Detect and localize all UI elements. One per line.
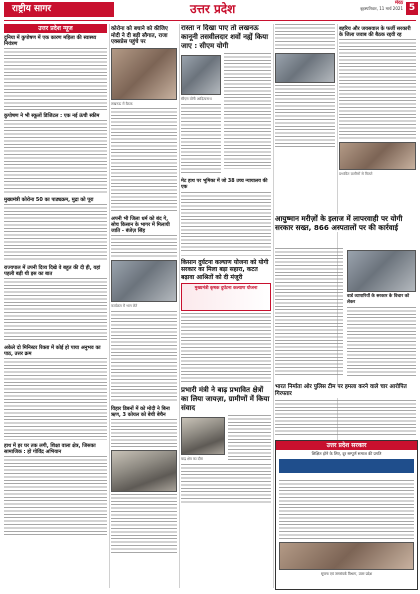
story-body — [228, 415, 271, 461]
photo-caption: प्रभावित ग्रामीणों से मिलते — [339, 172, 373, 176]
story-headline: हाथ में हर घर तक लगी, शिक्षा वाला क्षेत्र, जिसका सामाजिक : हो गोविंद्र अभियान — [4, 443, 96, 455]
story-body — [275, 24, 335, 50]
story-body — [111, 494, 177, 554]
masthead-rule — [4, 20, 416, 21]
news-photo — [111, 450, 177, 492]
story-body-block — [275, 400, 416, 438]
section-title: उत्तर प्रदेश — [190, 2, 236, 16]
news-photo — [339, 142, 416, 170]
story-headline: वार्ड व्यापारियों के सरकार के विचार को लेकर — [347, 294, 410, 305]
dateline — [360, 1, 403, 11]
story-headline: भारत निर्माता ओर पुलिस टीम पर हमला करने वाले चार आरोपित गिरफ्तार — [275, 384, 416, 398]
story-divider — [181, 255, 271, 256]
photo-caption: लखनऊ में बैठक — [111, 101, 133, 106]
story-body — [4, 120, 107, 194]
story-body — [181, 313, 271, 383]
story-body — [181, 104, 221, 174]
story-headline: अपनी भी जिला धर्म को बंद गे, सोच किसान के भागर में मिलायी जाति - बंजेज़ सिंह — [111, 216, 170, 235]
lead-story-body — [181, 53, 271, 177]
story-headline: कुपोषण ने भी स्कूलों डिजिटल : एक नई ऊंची स्कीम — [4, 113, 100, 119]
story-body — [4, 358, 107, 440]
masthead — [0, 0, 420, 20]
main-headline: आयुष्मान मरीज़ों के इलाज में लापरवाही पर योगी सरकार सख्त, 866 अस्पतालों पर की कार्रवाई — [275, 214, 416, 232]
photo-caption: सीएम योगी आदित्यनाथ — [181, 97, 212, 101]
column-3 — [181, 24, 271, 588]
column-divider — [179, 24, 180, 588]
lead-headline: रास्ता न दिखा पाए तो लखनऊ कानूनी तसवीलदार शवों नह्यें किया जाए : सीएम योगी — [181, 24, 269, 50]
news-photo — [275, 53, 335, 83]
ad-banner-strip — [279, 459, 414, 473]
story-body — [111, 311, 177, 403]
section-header: उत्तर प्रदेश न्यूज — [4, 24, 107, 33]
story-headline: मुख्यमंत्री कोरोना 50 का पाठ्यक्रम, मुद्रा को पूरा — [4, 197, 94, 203]
column-2 — [111, 24, 177, 588]
scheme-banner-label: मुख्यमंत्री कृषक दुर्घटना कल्याण योजना — [194, 286, 258, 292]
story-headline: राज्यपाल में उपनी दिव्य दिखे वे बहुत की दी ही, यहां पहली बड़ी थी इस का बात — [4, 265, 101, 277]
page-number: 5 — [406, 2, 418, 15]
scheme-banner — [181, 283, 271, 311]
story-body — [275, 85, 335, 149]
news-photo — [181, 55, 221, 95]
photo-caption: बाढ़ क्षेत्र का दौरा — [181, 457, 203, 462]
date-text: बृहस्पतिवार, 11 मार्च 2021 — [360, 6, 403, 11]
column-divider — [109, 24, 110, 588]
story-headline: कोरोना को बचाने को कीजिए मोदी ने दी बड़ी सौगात, राजा एक्सप्रेस पहुंचे पर — [111, 26, 168, 46]
government-advertisement — [275, 440, 418, 590]
story-body — [275, 400, 416, 436]
story-body — [4, 48, 107, 110]
story-body — [224, 53, 271, 169]
story-body — [4, 456, 107, 536]
story-body — [111, 419, 177, 447]
story-headline: दुनिया में कुपोषण में एक कारण महिला की स्वास्थ्य नियंत्रण — [4, 35, 97, 47]
section-label-left: राष्ट्रीय सागर — [4, 2, 114, 17]
photo-caption: कार्यक्रम में भाग लेते — [111, 304, 138, 309]
story-body-row — [181, 415, 271, 464]
story-headline: किसान दुर्घटना कल्याण योजना को योगी सरकार का मिला बड़ा सहारा, कटत बढ़ावा आश्रितों को दी मंजूरी — [181, 258, 269, 281]
story-body — [275, 248, 343, 376]
story-headline: अकेले दो मिनिस्टर रिक्ता में कोई हो पाया अनुभव का पाठ, उत्तर क्रम — [4, 345, 101, 357]
news-photo — [111, 48, 177, 100]
column-divider — [273, 24, 274, 588]
ad-photo — [279, 542, 414, 570]
story-body — [347, 307, 416, 377]
main-story — [275, 248, 416, 380]
story-body — [4, 204, 107, 262]
news-photo — [111, 260, 177, 302]
column-1 — [4, 24, 107, 588]
story-body — [111, 108, 177, 213]
ad-footer: सूचना एवं जनसंपर्क विभाग, उत्तर प्रदेश — [320, 572, 373, 576]
story-body — [181, 464, 271, 504]
news-photo — [181, 417, 225, 455]
story-body — [4, 278, 107, 342]
ad-body — [276, 475, 417, 478]
news-photo — [347, 250, 416, 292]
story-headline: विहार डिबनों में को मोदी ने बिना ऋण, 3 कोयल को बेची बेचैन — [111, 405, 170, 418]
story-body — [339, 39, 416, 139]
ad-title: उत्तर प्रदेश सरकार — [276, 441, 417, 450]
story-headline: प्रभारी मंत्री ने बाढ़ प्रभावित क्षेत्रों का लिया जायज़ा, ग्रामीणों में किया संवाद — [181, 386, 270, 413]
story-headline: मेट हाथ पर भूमिका में जो 38 उच्च न्यायालय की एक — [181, 178, 268, 190]
story-body — [111, 235, 177, 257]
ad-subtitle: शिक्षित होने के लिए, दूर सम्पूर्ण समाज की प्रगति — [311, 451, 382, 456]
paper-name: मेरठ — [395, 0, 403, 6]
story-body — [181, 192, 271, 252]
story-headline: बहरिय और जयसवाल के फर्जी सरकारी के जिला जवाब की बैठक रद्दवी रह — [339, 26, 411, 38]
ad-text — [279, 480, 414, 540]
